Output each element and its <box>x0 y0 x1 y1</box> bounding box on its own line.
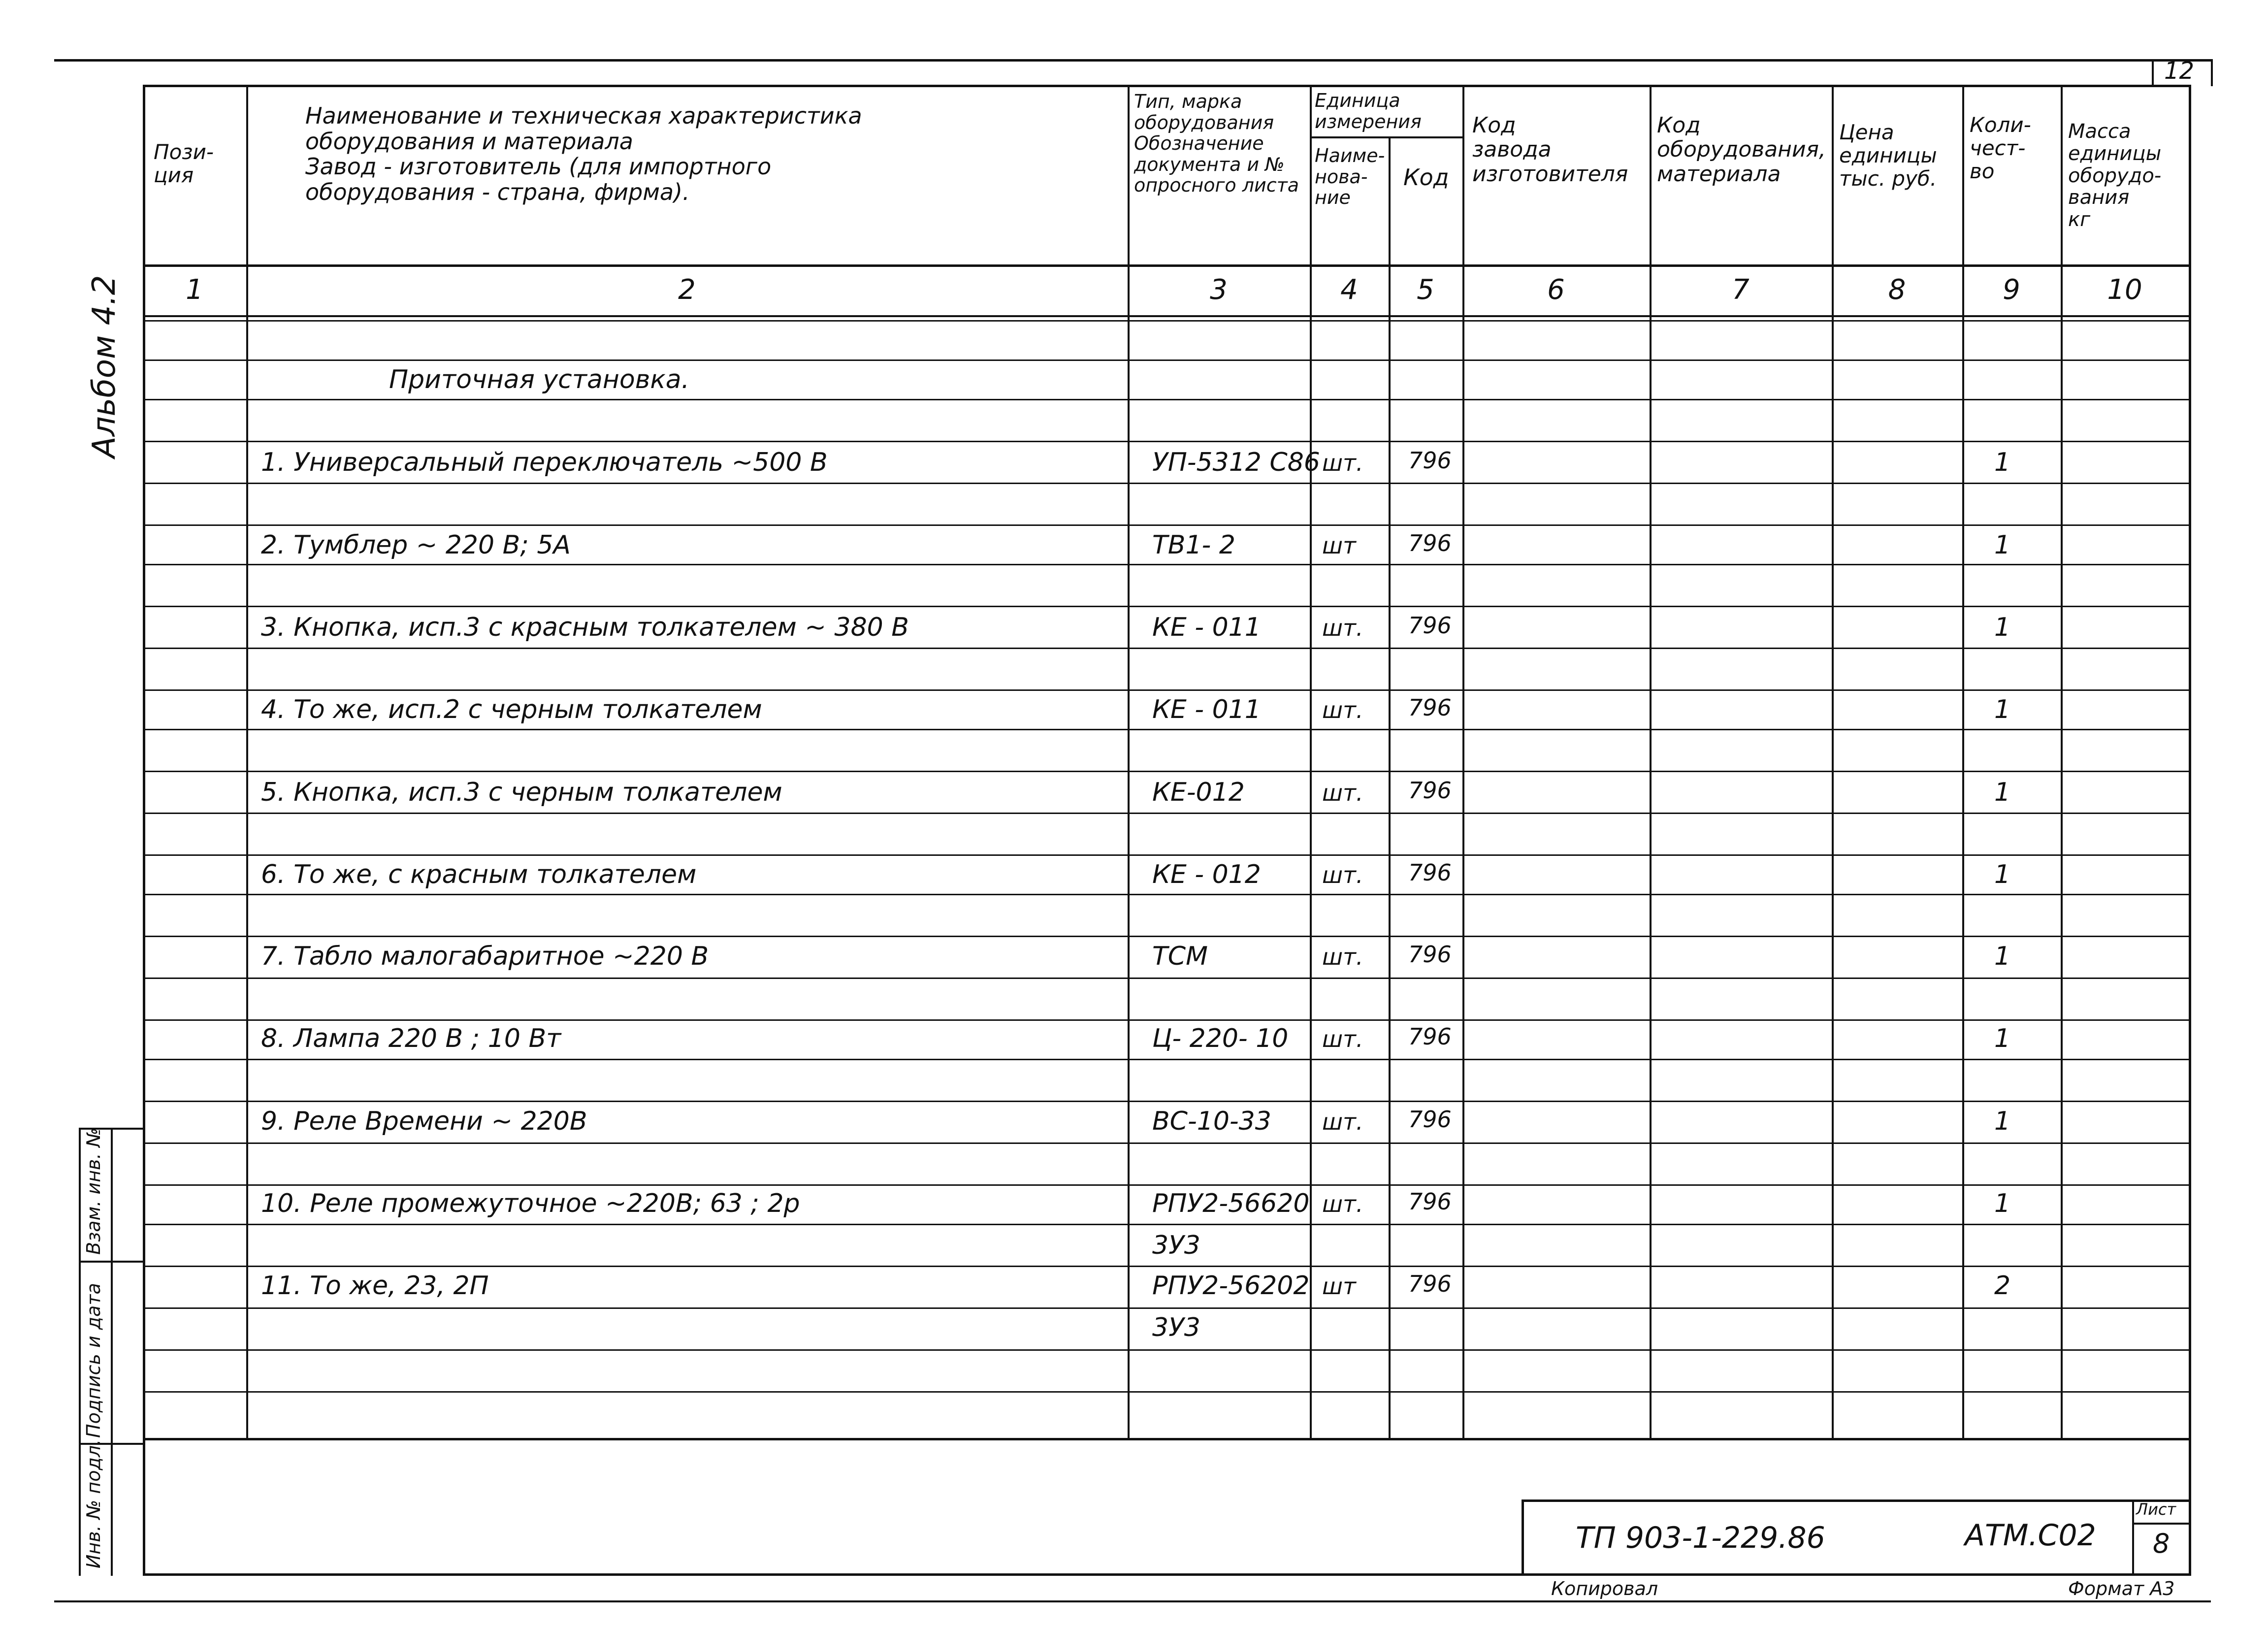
row-line <box>143 1349 2191 1351</box>
row-unit: шт. <box>1322 615 1363 641</box>
header-position: Пози- ция <box>154 140 214 188</box>
stamp-mid <box>111 1128 113 1576</box>
row-quantity: 1 <box>1994 613 2011 642</box>
colnum-4: 4 <box>1340 274 1358 306</box>
header-equipment-code: Код оборудования, материала <box>1657 113 1826 187</box>
row-unit: шт <box>1322 532 1356 559</box>
page-corner-number: 12 <box>2164 57 2195 85</box>
row-line <box>143 1101 2191 1102</box>
row-line <box>143 606 2191 607</box>
row-name: 10. Реле промежуточное ~220В; 63 ; 2р <box>261 1189 800 1218</box>
colnum-8: 8 <box>1888 274 1906 306</box>
row-quantity: 1 <box>1994 530 2011 560</box>
unit-group-divider <box>1310 136 1462 138</box>
top-border <box>54 59 2211 62</box>
row-quantity: 1 <box>1994 1107 2011 1136</box>
row-line <box>143 1184 2191 1186</box>
row-line <box>143 977 2191 979</box>
sheet-number: 8 <box>2153 1528 2170 1559</box>
row-code: 796 <box>1408 1023 1452 1050</box>
header-price: Цена единицы тыс. руб. <box>1839 120 1937 191</box>
row-code: 796 <box>1408 530 1452 556</box>
row-line <box>143 1307 2191 1309</box>
colnum-7: 7 <box>1732 274 1750 306</box>
header-factory-code: Код завода изготовителя <box>1472 113 1628 187</box>
colnum-10: 10 <box>2107 274 2142 306</box>
sheet-box-div <box>2132 1523 2191 1525</box>
row-line <box>143 648 2191 649</box>
row-line <box>143 1019 2191 1021</box>
row-line <box>143 524 2191 526</box>
row-unit: шт. <box>1322 1108 1363 1135</box>
row-type: КЕ - 011 <box>1152 613 1261 642</box>
row-type: КЕ - 012 <box>1152 860 1261 889</box>
row-code: 796 <box>1408 1271 1452 1297</box>
title-block-left <box>1522 1499 1524 1576</box>
row-quantity: 1 <box>1994 695 2011 724</box>
album-label: Альбом 4.2 <box>86 275 123 458</box>
header-type: Тип, марка оборудования Обозначение документа и № опросного листа <box>1134 91 1299 196</box>
row-code: 796 <box>1408 1106 1452 1133</box>
doc-mark: АТМ.С02 <box>1965 1518 2096 1553</box>
row-line <box>143 1266 2191 1267</box>
colnum-5: 5 <box>1417 274 1434 306</box>
row-code: 796 <box>1408 1188 1452 1215</box>
bottom-border <box>54 1600 2211 1602</box>
table-bottom <box>143 1438 2191 1440</box>
row-type: КЕ - 011 <box>1152 695 1261 724</box>
row-name: 4. То же, исп.2 с черным толкателем <box>261 695 762 724</box>
colnum-1: 1 <box>186 274 203 306</box>
table-top <box>143 85 2191 87</box>
row-quantity: 1 <box>1994 1189 2011 1218</box>
format-label: Формат А3 <box>2068 1578 2175 1599</box>
row-quantity: 2 <box>1994 1271 2011 1301</box>
row-type-cont: 3У3 <box>1152 1313 1200 1342</box>
colnum-2: 2 <box>678 274 696 306</box>
sheet-label: Лист <box>2136 1500 2176 1519</box>
row-line <box>143 1059 2191 1060</box>
corner-box-left <box>2152 59 2154 86</box>
row-line <box>143 1224 2191 1225</box>
header-bottom <box>143 264 2191 267</box>
row-quantity: 1 <box>1994 448 2011 477</box>
row-unit: шт. <box>1322 697 1363 723</box>
header-quantity: Коли- чест- во <box>1970 113 2031 184</box>
row-type: КЕ-012 <box>1152 778 1245 807</box>
header-unit-group: Единица измерения <box>1315 90 1422 132</box>
row-type: ВС-10-33 <box>1152 1107 1271 1136</box>
row-line <box>143 441 2191 442</box>
left-border <box>143 85 145 1576</box>
row-code: 796 <box>1408 612 1452 639</box>
row-quantity: 1 <box>1994 778 2011 807</box>
row-line <box>143 399 2191 400</box>
stamp-replace: Взам. инв. № <box>83 1127 104 1255</box>
row-line <box>143 564 2191 565</box>
row-unit: шт <box>1322 1273 1356 1300</box>
row-line <box>143 483 2191 484</box>
row-type: Ц- 220- 10 <box>1152 1024 1289 1053</box>
row-name: 9. Реле Времени ~ 220В <box>261 1107 587 1136</box>
stamp-inv: Инв. № подл. <box>83 1439 104 1568</box>
row-line <box>143 1142 2191 1144</box>
row-line <box>143 320 2191 322</box>
corner-box-right <box>2211 59 2213 86</box>
row-name: 7. Табло малогабаритное ~220 В <box>261 942 709 971</box>
row-unit: шт. <box>1322 1191 1363 1217</box>
colnum-6: 6 <box>1547 274 1565 306</box>
header-unit-code: Код <box>1403 164 1449 191</box>
copied-label: Копировал <box>1551 1578 1658 1599</box>
row-name: 8. Лампа 220 В ; 10 Вт <box>261 1024 561 1053</box>
row-unit: шт. <box>1322 944 1363 970</box>
header-mass: Масса единицы оборудо- вания кг <box>2068 120 2162 231</box>
header-name: Наименование и техническая характеристика оборудования и материала Завод - изготовитель (для импортного оборудования - страна, фирма). <box>305 102 862 205</box>
stamp-sign-date: Подпись и дата <box>83 1283 104 1438</box>
header-unit-name: Наиме- нова- ние <box>1315 145 1385 209</box>
row-code: 796 <box>1408 941 1452 968</box>
row-code: 796 <box>1408 694 1452 721</box>
col-line-4 <box>1389 136 1391 1439</box>
title-block-top <box>1522 1499 2191 1502</box>
row-name: 6. То же, с красным толкателем <box>261 860 697 889</box>
row-quantity: 1 <box>1994 942 2011 971</box>
row-unit: шт. <box>1322 862 1363 888</box>
numbers-bottom <box>143 315 2191 317</box>
section-title: Приточная установка. <box>389 365 690 394</box>
row-unit: шт. <box>1322 450 1363 476</box>
row-line <box>143 1391 2191 1393</box>
stamp-div-1 <box>79 1261 145 1263</box>
sheet-bottom <box>143 1573 2191 1576</box>
row-type: УП-5312 С86 <box>1152 448 1320 477</box>
row-name: 1. Универсальный переключатель ~500 В <box>261 448 828 477</box>
row-name: 11. То же, 23, 2П <box>261 1271 489 1301</box>
row-code: 796 <box>1408 859 1452 886</box>
right-border <box>2189 85 2191 1576</box>
row-line <box>143 936 2191 937</box>
doc-code: ТП 903-1-229.86 <box>1576 1521 1825 1555</box>
stamp-left <box>79 1128 81 1576</box>
row-code: 796 <box>1408 777 1452 804</box>
row-line <box>143 894 2191 895</box>
sheet-box-left <box>2132 1499 2134 1576</box>
row-quantity: 1 <box>1994 1024 2011 1053</box>
row-unit: шт. <box>1322 1026 1363 1052</box>
row-type: РПУ2-56202 <box>1152 1271 1310 1301</box>
row-quantity: 1 <box>1994 860 2011 889</box>
row-type: ТСМ <box>1152 942 1208 971</box>
row-line <box>143 813 2191 814</box>
colnum-9: 9 <box>2003 274 2020 306</box>
row-name: 3. Кнопка, исп.3 с красным толкателем ~ 380 В <box>261 613 909 642</box>
row-type-cont: 3У3 <box>1152 1231 1200 1260</box>
row-line <box>143 771 2191 772</box>
colnum-3: 3 <box>1210 274 1228 306</box>
row-code: 796 <box>1408 447 1452 474</box>
row-type: ТВ1- 2 <box>1152 530 1235 560</box>
row-type: РПУ2-56620 <box>1152 1189 1310 1218</box>
row-line <box>143 359 2191 361</box>
row-name: 2. Тумблер ~ 220 В; 5А <box>261 530 571 560</box>
row-line <box>143 854 2191 856</box>
row-line <box>143 689 2191 691</box>
row-line <box>143 729 2191 730</box>
row-unit: шт. <box>1322 780 1363 806</box>
row-name: 5. Кнопка, исп.3 с черным толкателем <box>261 778 782 807</box>
